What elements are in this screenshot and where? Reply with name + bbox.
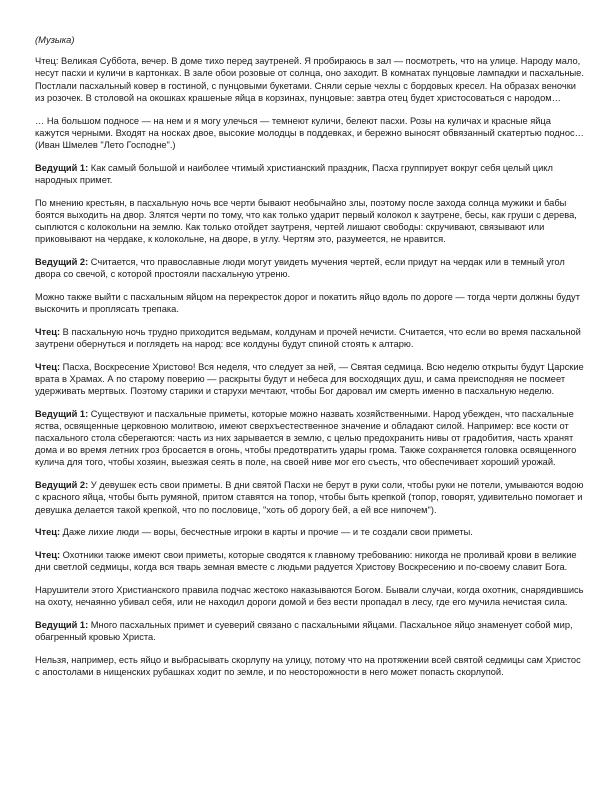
paragraph-reader-witches [35,326,584,350]
speaker-label: Ведущий 2: [35,480,89,491]
paragraph-reader-intro [35,55,584,104]
speaker-label: Чтец: [35,550,61,560]
paragraph-text: Нельзя, например, есть яйцо и выбрасывать скорлупу на улицу, потому что на протяжении всей святой седмицы сам Христос с апостолами в нищенских рубашках ходит по земле, и по неосторожности в него может попасть скорлупой. [35,654,581,677]
paragraph-reader-quote [35,115,584,152]
paragraph-text: По мнению крестьян, в пасхальную ночь все черти бывают необычайно злы, поэтому после захода солнца мужики и бабы боятся выходить на двор. Злятся черти по тому, что как только ударит первый колокол к заутрене, бесы, как груши с дерева, сыплются с колокольни на землю. Как только отойдет заутреня, чертей лишают свободы: скручивают, связывают или приковывают на чердаке, к колокольне, на дворе, в углу. Чертям это, разумеется, не нравится. [35,197,577,245]
paragraph-text: Охотники также имеют свои приметы, которые сводятся к главному требованию: никогда не проливай крови в великие дни светлой седмицы, когда вся тварь земная вместе с людьми радуется Христову Воскресению и по-своему славит Бога. [35,550,577,573]
paragraph-text: … На большом подносе — на нем и я могу улечься — темнеют куличи, белеют пасхи. Розы на куличах и красные яйца кажутся черными. Входят на носках двое, высокие молодцы в поддевках, и бережно выносят обвязанный скатертью поднос… (Иван Шмелев "Лето Господне".) [35,115,584,150]
paragraph-text: Существуют и пасхальные приметы, которые можно назвать хозяйственными. Народ убежден, что пасхальные яства, освященные церковною молитвою, имеют сверхъестественное значение и обладают силой. Например: все кости от пасхального стола сберегаются: часть из них зарывается в землю, с целью предохранить нивы от градобития, часть хранят дома и во время летних гроз бросается в огонь, чтобы предотвратить удары грома. Также сохраняется головка освященного кулича для того, чтобы хозяин, выезжая сеять в поле, на своей ниве мог его съесть, что обеспечивает хороший урожай. [35,408,577,468]
stage-direction [35,34,584,46]
paragraph-reader-easter [35,361,584,398]
paragraph-text: Много пасхальных примет и суеверий связано с пасхальными яйцами. Пасхальное яйцо знаменует собой мир, обагренный кровью Христа. [35,619,573,643]
speaker-label: Ведущий 1: [35,408,89,419]
paragraph-text: Можно также выйти с пасхальным яйцом на перекресток дорог и покатить яйцо вдоль по дороге — тогда черти должны будут выскочить и проплясать трепака. [35,291,580,314]
paragraph-text: Считается, что православные люди могут увидеть мучения чертей, если придут на чердак или в темный угол двора со свечой, с которой простояли пасхальную утреню. [35,256,565,280]
speaker-label: Чтец: [35,326,61,337]
paragraph-crossroads [35,291,584,315]
paragraph-text: Нарушители этого Христианского правила подчас жестоко наказываются Богом. Бывали случаи, когда охотник, снарядившись на охоту, нечаянно убивал себя, или не находил дороги домой и без вести пропадал в лесу, где его мучила нечистая сила. [35,584,584,608]
speaker-label: Ведущий 2: [35,256,89,267]
speaker-label: Чтец: [35,527,61,538]
paragraph-violators [35,584,584,608]
paragraph-text: В пасхальную ночь трудно приходится ведьмам, колдунам и прочей нечисти. Считается, что если во время пасхальной заутрени обернуться и поглядеть на народ: все колдуны будут спиной стоять к алтарю. [35,326,581,349]
speaker-label: Ведущий 1: [35,162,89,173]
paragraph-text: У девушек есть свои приметы. В дни святой Пасхи не берут в руки соли, чтобы руки не потели, умываются водою с красного яйца, чтобы быть румяной, притом ставятся на топор, чтобы быть крепкой (топор, говорят, удивительно помогает и девушка делается такой крепкой, что по пословице, "хоть об дорогу бей, а ей все нипочем"). [35,480,584,515]
paragraph-eggshell [35,654,584,678]
paragraph-reader-thieves [35,526,584,538]
speaker-label: Ведущий 1: [35,619,89,630]
paragraph-devils [35,197,584,246]
paragraph-text: Чтец: Великая Суббота, вечер. В доме тихо перед заутреней. Я пробираюсь в зал — посмотреть, что на улице. Народу мало, несут пасхи и куличи в картонках. В зале обои розовые от солнца, оно заходит. В комнатах пунцовые лампадки и пасхальные. Постлали пасхальный ковер в гостиной, с пунцовыми букетами. Сняли серые чехлы с бордовых кресел. На образах веночки из розочек. В столовой на окошках крашеные яйца в корзинах, пунцовые: завтра отец будет христосоваться с народом… [35,56,584,103]
paragraph-text: Пасха, Воскресение Христово! Вся неделя, что следует за ней, — Святая седмица. Всю неделю открыты будут Царские врата в Храмах. А по старому поверию — раскрыты будут и небеса для восходящих душ, и сама преисподняя не посмеет удерживать мертвых. Поэтому старики и старухи мечтают, чтобы Бог даровал им смерть именно в пасхальную неделю. [35,361,584,396]
paragraph-text: (Музыка) [35,35,75,45]
paragraph-text: Как самый большой и наиболее чтимый христианский праздник, Пасха группирует вокруг себя целый цикл народных примет. [35,162,553,185]
paragraph-host2-girls [35,479,584,516]
paragraph-host2 [35,256,584,280]
paragraph-text: Даже лихие люди — воры, бесчестные игроки в карты и прочие — и те создали свои приметы. [60,527,473,538]
paragraph-reader-hunters [35,549,584,573]
paragraph-host1 [35,162,584,186]
paragraph-host1-omens [35,408,584,469]
paragraph-host1-eggs [35,619,584,643]
speaker-label: Чтец: [35,361,61,372]
